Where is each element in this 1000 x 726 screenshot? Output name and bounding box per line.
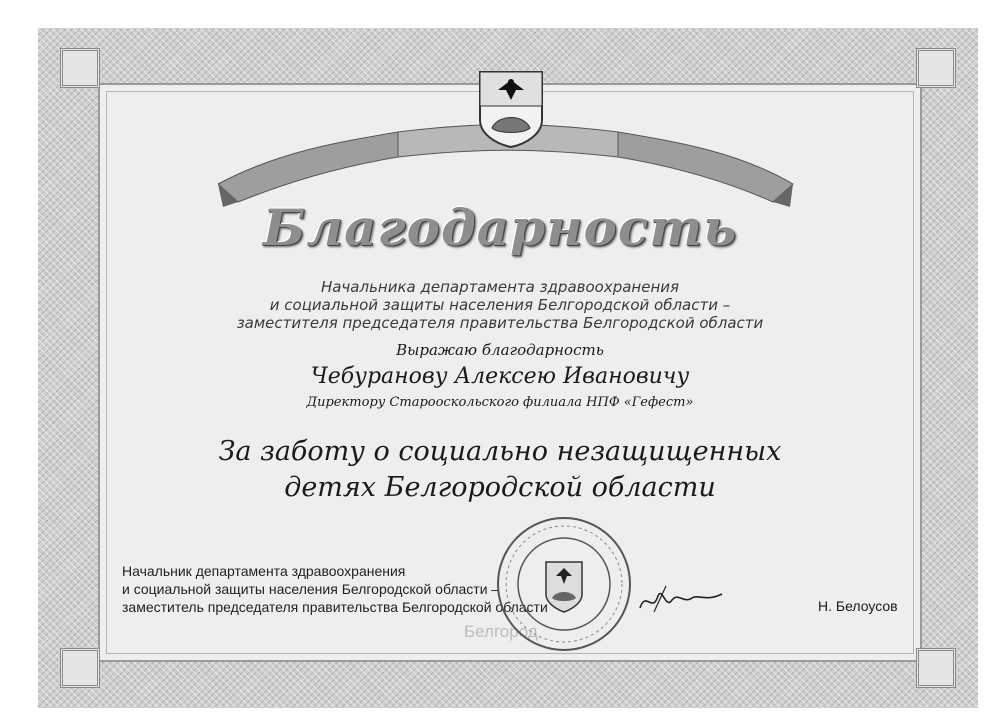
corner-ornament [916,648,956,688]
certificate-title: Благодарность [262,198,738,257]
watermark-text: Белгород [464,622,538,641]
official-stamp-icon [494,514,634,654]
signer-line: и социальной защиты населения Белгородской области – [122,581,500,597]
signer-line: заместитель председателя правительства Белгородской области [122,599,548,615]
issuer-line: заместителя председателя правительства Белгородской области [236,314,764,332]
recipient-name: Чебуранову Алексею Ивановичу [310,364,690,389]
signer-title-block [122,562,548,616]
signer-name: Н. Белоусов [818,598,898,614]
issuer-line: Начальника департамента здравоохранения [320,278,680,296]
handwritten-signature [636,580,726,620]
corner-ornament [60,648,100,688]
corner-ornament [916,48,956,88]
reason-text [0,434,1000,506]
signer-line: Начальник департамента здравоохранения [122,563,406,579]
reason-line: детях Белгородской области [284,472,716,503]
corner-ornament [60,48,100,88]
issuer-block [0,278,1000,332]
reason-line: За заботу о социально незащищенных [218,436,782,467]
coat-of-arms-icon [478,70,544,148]
gratitude-expression: Выражаю благодарность [396,341,604,359]
recipient-position: Директору Старооскольского филиала НПФ «Гефест» [306,395,694,410]
issuer-line: и социальной защиты населения Белгородской области – [269,296,731,314]
